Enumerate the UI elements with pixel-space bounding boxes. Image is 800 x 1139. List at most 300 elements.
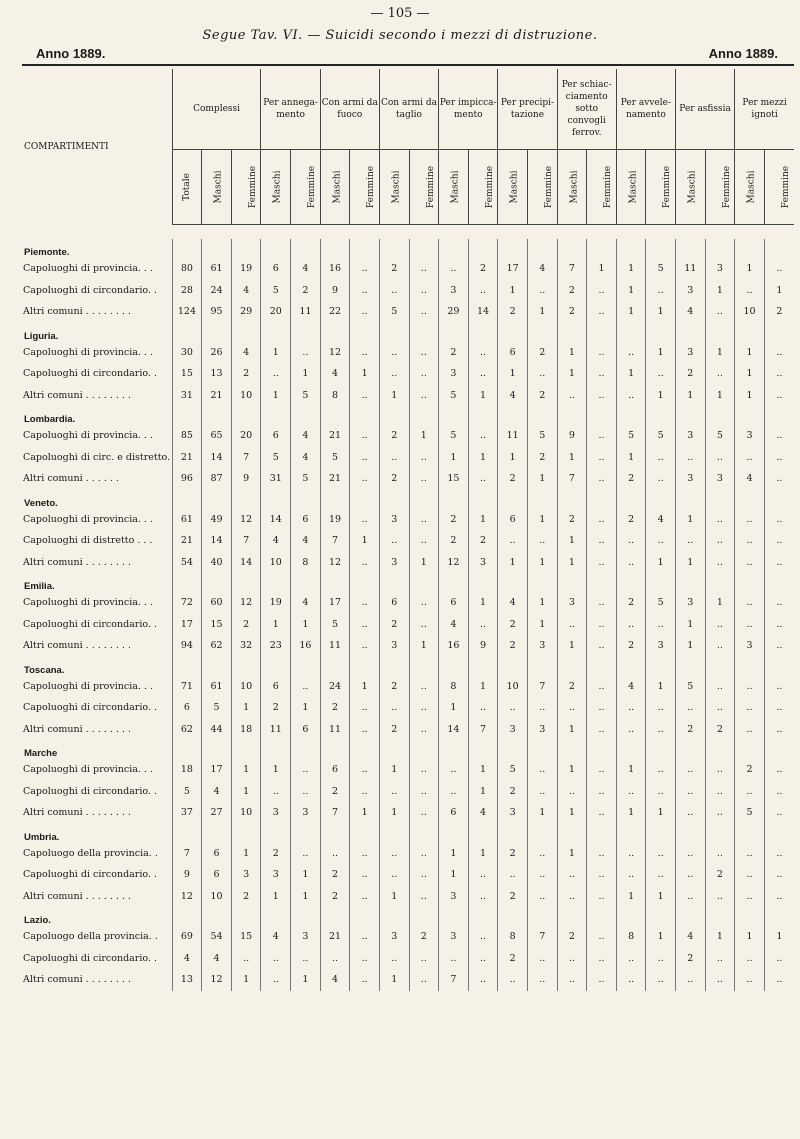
table-cell: .. xyxy=(261,363,291,385)
table-cell: .. xyxy=(676,447,706,469)
table-cell: 20 xyxy=(261,301,291,323)
table-cell: 14 xyxy=(231,552,261,574)
table-cell: .. xyxy=(705,843,735,865)
table-cell: 7 xyxy=(557,468,587,490)
table-cell: .. xyxy=(735,697,765,719)
table-cell: .. xyxy=(439,781,469,803)
row-label: Altri comuni . . . . . . . . xyxy=(23,306,131,318)
table-cell: .. xyxy=(291,676,321,698)
sub-header-label: Maschi xyxy=(746,170,757,204)
table-cell: 1 xyxy=(557,552,587,574)
table-cell: .. xyxy=(587,635,617,657)
table-cell: 3 xyxy=(527,719,557,741)
table-cell: .. xyxy=(705,676,735,698)
table-cell: 1 xyxy=(350,802,380,824)
table-cell: 2 xyxy=(320,864,350,886)
table-cell: 12 xyxy=(231,592,261,614)
table-cell: 4 xyxy=(498,592,528,614)
region-name: Piemonte. xyxy=(24,247,70,258)
table-cell: 1 xyxy=(261,385,291,407)
table-cell: 1 xyxy=(676,509,706,531)
region-name: Umbria. xyxy=(24,831,60,843)
table-cell: .. xyxy=(735,886,765,908)
table-cell: .. xyxy=(468,342,498,364)
table-cell: 4 xyxy=(231,280,261,302)
table-cell: .. xyxy=(468,969,498,991)
table-cell: 3 xyxy=(676,468,706,490)
table-row xyxy=(22,926,794,948)
table-cell: 5 xyxy=(439,385,469,407)
table-cell: .. xyxy=(350,509,380,531)
table-cell: 5 xyxy=(616,425,646,447)
table-cell: .. xyxy=(409,280,439,302)
table-cell: .. xyxy=(439,948,469,970)
table-cell: 1 xyxy=(557,802,587,824)
row-label: Altri comuni . . . . . . . . xyxy=(23,556,131,568)
table-cell: .. xyxy=(616,385,646,407)
table-cell: 7 xyxy=(231,530,261,552)
table-cell: .. xyxy=(735,614,765,636)
table-cell: .. xyxy=(409,342,439,364)
table-cell: 2 xyxy=(764,301,794,323)
table-cell: 4 xyxy=(735,468,765,490)
table-cell: 61 xyxy=(172,509,202,531)
table-cell: .. xyxy=(350,385,380,407)
table-cell: .. xyxy=(735,969,765,991)
table-cell: 3 xyxy=(231,864,261,886)
table-cell: 5 xyxy=(202,697,232,719)
table-cell: .. xyxy=(557,864,587,886)
table-cell: 15 xyxy=(439,468,469,490)
table-cell: .. xyxy=(350,468,380,490)
table-cell: 1 xyxy=(498,363,528,385)
table-cell: .. xyxy=(705,697,735,719)
table-cell: 3 xyxy=(379,552,409,574)
table-row xyxy=(22,447,794,469)
sub-header-label: Femmine xyxy=(662,165,673,209)
table-cell: 5 xyxy=(705,425,735,447)
sub-header xyxy=(587,150,617,225)
row-label: Capoluoghi di provincia. . . xyxy=(23,346,153,358)
table-cell: .. xyxy=(646,447,676,469)
row-label: Altri comuni . . . . . . xyxy=(23,473,119,485)
row-label: Capoluoghi di provincia. . . xyxy=(23,764,153,776)
table-cell: 13 xyxy=(202,363,232,385)
table-cell: 1 xyxy=(527,592,557,614)
group-header: Con armi da fuoco xyxy=(320,69,379,150)
table-cell: .. xyxy=(587,969,617,991)
table-cell: 21 xyxy=(320,926,350,948)
table-cell: 8 xyxy=(439,676,469,698)
table-cell: 10 xyxy=(261,552,291,574)
table-cell: 4 xyxy=(320,363,350,385)
table-cell: 2 xyxy=(409,926,439,948)
table-cell: .. xyxy=(468,614,498,636)
table-cell: 5 xyxy=(320,614,350,636)
table-cell: .. xyxy=(350,552,380,574)
table-cell: 1 xyxy=(409,425,439,447)
table-cell: .. xyxy=(764,342,794,364)
table-cell: .. xyxy=(735,948,765,970)
row-label: Capoluoghi di circ. e distretto. xyxy=(23,451,171,463)
table-cell: 3 xyxy=(676,342,706,364)
table-cell: .. xyxy=(764,719,794,741)
table-cell: .. xyxy=(409,468,439,490)
row-label: Capoluogo della provincia. . xyxy=(23,931,158,943)
table-cell: 17 xyxy=(172,614,202,636)
table-cell: .. xyxy=(468,468,498,490)
year-right: Anno 1889. xyxy=(708,46,778,61)
table-cell: 1 xyxy=(468,759,498,781)
table-cell: 1 xyxy=(676,385,706,407)
table-cell: 4 xyxy=(261,926,291,948)
table-cell: .. xyxy=(705,948,735,970)
table-cell: .. xyxy=(350,759,380,781)
table-cell: 17 xyxy=(320,592,350,614)
table-cell: .. xyxy=(676,864,706,886)
table-cell: .. xyxy=(587,676,617,698)
table-cell: 61 xyxy=(202,258,232,280)
table-cell: 30 xyxy=(172,342,202,364)
table-cell: 6 xyxy=(439,592,469,614)
region-name: Lombardia. xyxy=(24,414,76,425)
table-cell: .. xyxy=(527,530,557,552)
table-cell: 7 xyxy=(172,843,202,865)
table-cell: .. xyxy=(616,843,646,865)
table-cell: 2 xyxy=(320,697,350,719)
table-cell: .. xyxy=(350,886,380,908)
sub-header xyxy=(379,150,409,225)
table-cell: 3 xyxy=(705,468,735,490)
table-cell: .. xyxy=(705,552,735,574)
table-cell: .. xyxy=(587,447,617,469)
table-cell: 2 xyxy=(231,363,261,385)
table-cell: 2 xyxy=(379,676,409,698)
table-cell: .. xyxy=(409,864,439,886)
table-cell: 1 xyxy=(557,363,587,385)
table-cell: 1 xyxy=(646,802,676,824)
table-cell: 2 xyxy=(320,886,350,908)
table-cell: 85 xyxy=(172,425,202,447)
table-cell: .. xyxy=(587,948,617,970)
table-cell: 3 xyxy=(439,363,469,385)
table-cell: 1 xyxy=(616,280,646,302)
table-cell: 1 xyxy=(350,676,380,698)
row-label: Altri comuni . . . . . . . . xyxy=(23,890,131,902)
table-cell: 3 xyxy=(646,635,676,657)
table-cell: 19 xyxy=(231,258,261,280)
table-cell: .. xyxy=(735,530,765,552)
region-name: Lazio. xyxy=(24,915,51,926)
table-row xyxy=(22,301,794,323)
table-cell: 2 xyxy=(498,843,528,865)
table-cell: 2 xyxy=(231,614,261,636)
table-cell: 12 xyxy=(320,342,350,364)
table-cell: 4 xyxy=(527,258,557,280)
table-cell: .. xyxy=(350,843,380,865)
table-row xyxy=(22,948,794,970)
table-cell: .. xyxy=(379,280,409,302)
table-cell: 7 xyxy=(527,676,557,698)
table-cell: .. xyxy=(350,447,380,469)
table-cell: .. xyxy=(379,948,409,970)
table-cell: 4 xyxy=(291,425,321,447)
table-cell: 9 xyxy=(231,468,261,490)
table-cell: 24 xyxy=(202,280,232,302)
table-cell: 1 xyxy=(735,342,765,364)
table-cell: 3 xyxy=(291,802,321,824)
table-cell: .. xyxy=(498,697,528,719)
table-cell: 2 xyxy=(498,635,528,657)
table-cell: 3 xyxy=(439,886,469,908)
group-header: Per annega-mento xyxy=(261,69,320,150)
table-cell: .. xyxy=(764,802,794,824)
group-header: Per schiac-ciamento sotto convogli ferrov. xyxy=(557,69,616,150)
table-cell: 2 xyxy=(676,719,706,741)
group-header: Complessi xyxy=(172,69,261,150)
table-cell: 1 xyxy=(705,385,735,407)
table-cell: 49 xyxy=(202,509,232,531)
table-cell: 2 xyxy=(557,301,587,323)
table-cell: 15 xyxy=(172,363,202,385)
sub-header-label: Femmine xyxy=(780,165,791,209)
sub-header xyxy=(735,150,765,225)
table-cell: .. xyxy=(764,676,794,698)
sub-header-label: Maschi xyxy=(213,170,224,204)
table-cell: 4 xyxy=(646,509,676,531)
table-cell: .. xyxy=(409,759,439,781)
table-cell: 2 xyxy=(705,719,735,741)
table-cell: 3 xyxy=(676,280,706,302)
table-cell: .. xyxy=(587,342,617,364)
table-cell: .. xyxy=(735,552,765,574)
table-row xyxy=(22,530,794,552)
table-cell: 1 xyxy=(557,447,587,469)
region-name: Veneto. xyxy=(24,497,58,509)
table-cell: 2 xyxy=(379,425,409,447)
sub-header xyxy=(439,150,469,225)
table-cell: 1 xyxy=(291,864,321,886)
table-cell: 54 xyxy=(172,552,202,574)
table-cell: 4 xyxy=(202,948,232,970)
table-cell: .. xyxy=(646,614,676,636)
table-cell: 4 xyxy=(291,447,321,469)
table-cell: .. xyxy=(409,886,439,908)
table-cell: .. xyxy=(587,719,617,741)
table-row xyxy=(22,676,794,698)
sub-header xyxy=(705,150,735,225)
table-cell: 2 xyxy=(705,864,735,886)
table-cell: 1 xyxy=(379,759,409,781)
table-cell: .. xyxy=(676,843,706,865)
table-row xyxy=(22,635,794,657)
table-cell: 12 xyxy=(439,552,469,574)
table-cell: 6 xyxy=(379,592,409,614)
sub-header xyxy=(350,150,380,225)
table-cell: 3 xyxy=(379,509,409,531)
table-cell: 4 xyxy=(468,802,498,824)
table-cell: .. xyxy=(764,258,794,280)
table-cell: 9 xyxy=(172,864,202,886)
table-cell: 1 xyxy=(439,697,469,719)
table-cell: .. xyxy=(439,258,469,280)
table-cell: 23 xyxy=(261,635,291,657)
table-cell: .. xyxy=(527,864,557,886)
table-cell: .. xyxy=(527,363,557,385)
table-cell: 2 xyxy=(498,468,528,490)
table-cell: .. xyxy=(379,342,409,364)
table-cell: 1 xyxy=(409,552,439,574)
table-cell: 5 xyxy=(291,468,321,490)
table-cell: 1 xyxy=(735,363,765,385)
table-cell: 7 xyxy=(439,969,469,991)
sub-header-label: Maschi xyxy=(332,170,343,204)
table-cell: .. xyxy=(291,843,321,865)
table-cell: 4 xyxy=(616,676,646,698)
table-cell: 96 xyxy=(172,468,202,490)
row-label: Capoluoghi di distretto . . . xyxy=(23,535,153,547)
table-cell: 21 xyxy=(172,447,202,469)
table-cell: 1 xyxy=(764,280,794,302)
table-cell: 7 xyxy=(320,802,350,824)
table-cell: 24 xyxy=(320,676,350,698)
table-cell: 2 xyxy=(557,926,587,948)
table-cell: .. xyxy=(646,781,676,803)
table-cell: .. xyxy=(764,425,794,447)
table-cell: .. xyxy=(409,948,439,970)
table-cell: 2 xyxy=(498,614,528,636)
sub-header-label: Femmine xyxy=(307,165,318,209)
table-row xyxy=(22,342,794,364)
table-cell: .. xyxy=(705,781,735,803)
table-cell: 2 xyxy=(498,886,528,908)
table-cell: .. xyxy=(764,759,794,781)
table-title: Segue Tav. VI. — Suicidi secondo i mezzi di distruzione. xyxy=(202,28,598,43)
table-cell: 1 xyxy=(498,447,528,469)
table-cell: .. xyxy=(379,781,409,803)
table-cell: 6 xyxy=(320,759,350,781)
table-cell: 1 xyxy=(616,447,646,469)
table-cell: .. xyxy=(350,635,380,657)
table-cell: .. xyxy=(409,592,439,614)
table-cell: 1 xyxy=(291,969,321,991)
table-cell: 62 xyxy=(172,719,202,741)
table-cell: 1 xyxy=(439,447,469,469)
table-cell: 1 xyxy=(676,635,706,657)
table-cell: 8 xyxy=(291,552,321,574)
table-cell: 2 xyxy=(616,592,646,614)
table-cell: .. xyxy=(350,425,380,447)
table-cell: .. xyxy=(616,697,646,719)
page-number: — 105 — xyxy=(370,6,430,21)
compartimenti-header: COMPARTIMENTI xyxy=(24,141,109,152)
table-cell: 6 xyxy=(202,864,232,886)
table-cell: .. xyxy=(409,802,439,824)
sub-header-label: Maschi xyxy=(450,170,461,204)
sub-header-label: Maschi xyxy=(687,170,698,204)
table-cell: .. xyxy=(764,969,794,991)
table-cell: 1 xyxy=(379,969,409,991)
table-cell: .. xyxy=(527,969,557,991)
table-cell: 1 xyxy=(616,886,646,908)
table-cell: 13 xyxy=(172,969,202,991)
table-cell: 3 xyxy=(439,280,469,302)
table-cell: 27 xyxy=(202,802,232,824)
table-row xyxy=(22,280,794,302)
sub-header-label: Maschi xyxy=(272,170,283,204)
row-label: Altri comuni . . . . . . . . xyxy=(23,389,131,401)
table-cell: .. xyxy=(409,843,439,865)
table-cell: .. xyxy=(291,948,321,970)
table-cell: 1 xyxy=(261,614,291,636)
group-header: Per mezzi ignoti xyxy=(735,69,794,150)
table-cell: .. xyxy=(705,759,735,781)
table-cell: 2 xyxy=(261,843,291,865)
table-cell: 1 xyxy=(231,969,261,991)
table-cell: .. xyxy=(587,363,617,385)
row-label: Altri comuni . . . . . . . . xyxy=(23,723,131,735)
table-cell: 1 xyxy=(350,363,380,385)
table-cell: 6 xyxy=(202,843,232,865)
table-cell: 4 xyxy=(291,258,321,280)
table-cell: .. xyxy=(320,948,350,970)
table-cell: 1 xyxy=(735,258,765,280)
row-label: Capoluoghi di circondario. . xyxy=(23,869,158,881)
table-cell: .. xyxy=(764,447,794,469)
table-cell: 4 xyxy=(172,948,202,970)
table-cell: .. xyxy=(468,948,498,970)
table-cell: .. xyxy=(557,969,587,991)
sub-header-label: Femmine xyxy=(544,165,555,209)
table-cell: .. xyxy=(587,802,617,824)
table-cell: .. xyxy=(764,530,794,552)
table-cell: .. xyxy=(409,719,439,741)
table-cell: .. xyxy=(705,301,735,323)
table-cell: 19 xyxy=(320,509,350,531)
table-cell: 1 xyxy=(557,759,587,781)
table-cell: 1 xyxy=(557,635,587,657)
table-cell: 4 xyxy=(498,385,528,407)
table-cell: 1 xyxy=(498,552,528,574)
table-cell: 1 xyxy=(291,614,321,636)
table-cell: .. xyxy=(379,843,409,865)
table-cell: .. xyxy=(409,697,439,719)
table-cell: 1 xyxy=(735,385,765,407)
table-cell: .. xyxy=(409,385,439,407)
sub-header-label: Femmine xyxy=(247,165,258,209)
table-cell: .. xyxy=(527,280,557,302)
table-cell: 1 xyxy=(468,781,498,803)
table-cell: .. xyxy=(587,759,617,781)
table-cell: 6 xyxy=(498,342,528,364)
table-cell: 1 xyxy=(468,447,498,469)
table-cell: 7 xyxy=(468,719,498,741)
table-cell: 6 xyxy=(498,509,528,531)
group-header: Con armi da taglio xyxy=(379,69,438,150)
table-cell: 11 xyxy=(291,301,321,323)
table-cell: 5 xyxy=(735,802,765,824)
table-cell: .. xyxy=(468,363,498,385)
table-cell: .. xyxy=(764,635,794,657)
table-cell: 4 xyxy=(676,926,706,948)
table-cell: 7 xyxy=(527,926,557,948)
table-cell: 2 xyxy=(527,342,557,364)
table-cell: 1 xyxy=(616,363,646,385)
table-cell: .. xyxy=(676,802,706,824)
table-cell: 5 xyxy=(320,447,350,469)
sub-header-label: Femmine xyxy=(603,165,614,209)
table-cell: .. xyxy=(646,843,676,865)
